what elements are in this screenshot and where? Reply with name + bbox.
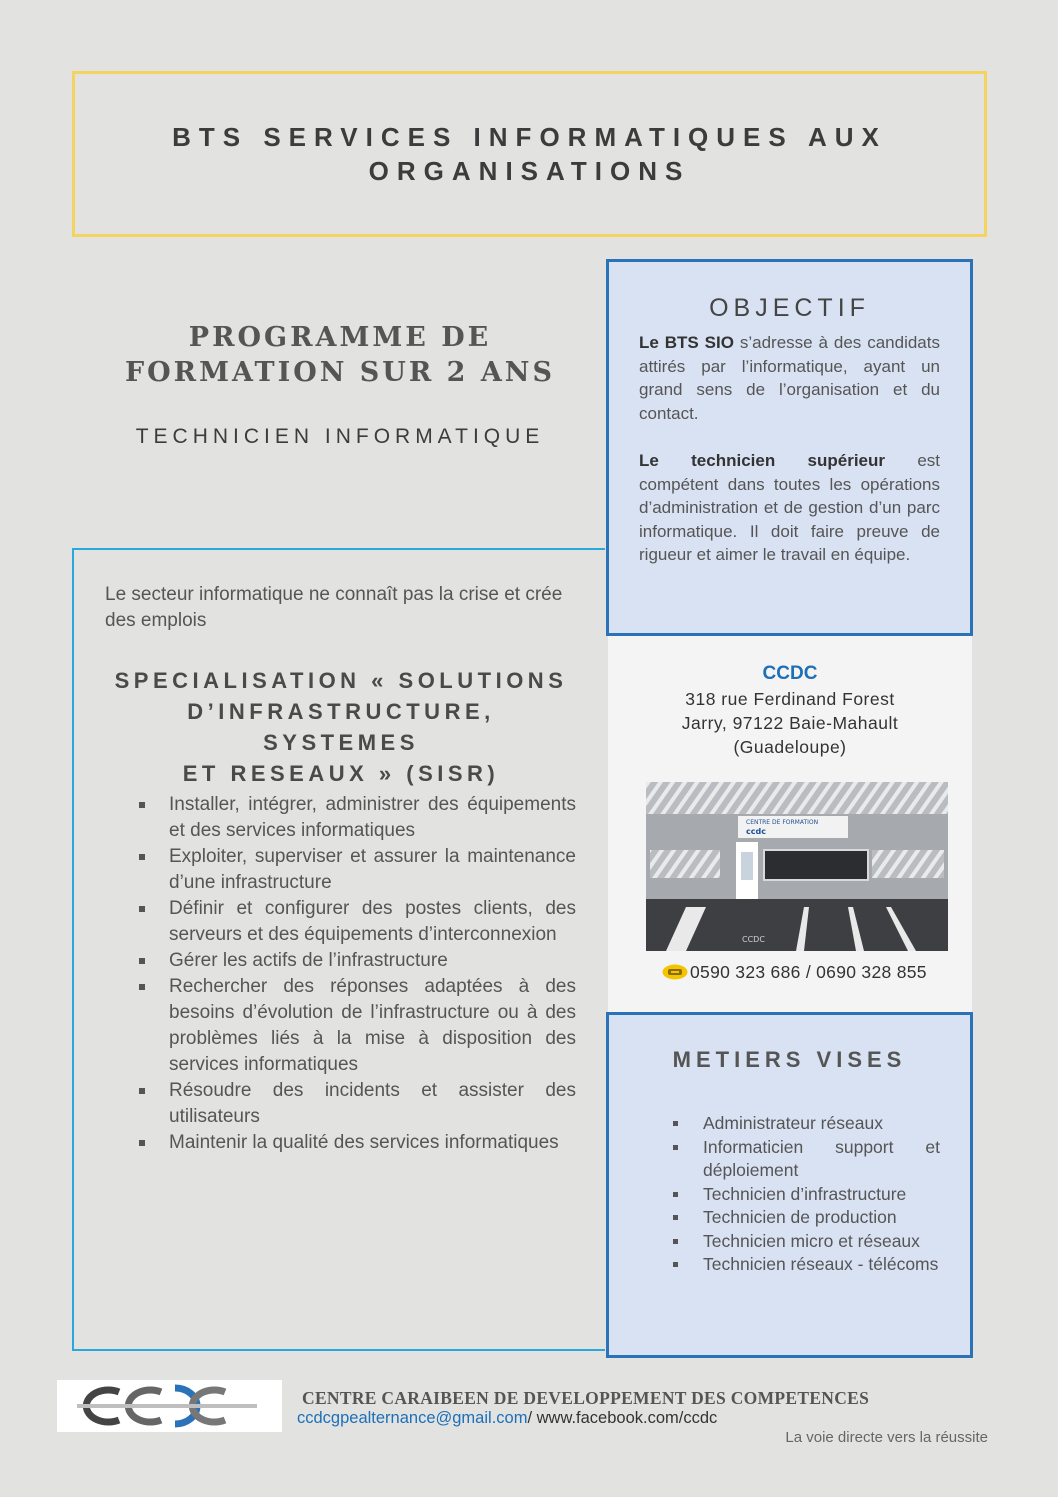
photo-sign-line1: CENTRE DE FORMATION	[746, 819, 819, 826]
photo-sign-line2: ccdc	[746, 827, 766, 836]
programme-heading	[110, 320, 570, 390]
list-item: Technicien d’infrastructure	[703, 1183, 940, 1207]
skills-list	[169, 792, 576, 1156]
intro-text: Le secteur informatique ne connaît pas la crise et crée des emplois	[105, 584, 563, 631]
list-item: Technicien de production	[703, 1206, 940, 1230]
objectif-paragraph-2	[639, 449, 940, 567]
contact-name: CCDC	[762, 663, 818, 684]
specialisation-line3: ET RESEAUX » (SISR)	[182, 761, 500, 786]
objectif-p1-text: s’adresse à des candidats attirés par l’informatique, ayant un grand sens de l’organisation et du contact.	[639, 333, 940, 423]
address-line1: 318 rue Ferdinand Forest	[685, 689, 895, 709]
building-image	[646, 782, 948, 951]
specialisation-line1: SPECIALISATION « SOLUTIONS	[114, 668, 568, 693]
facebook-link[interactable]: / www.facebook.com/ccdc	[527, 1409, 718, 1427]
list-item: Technicien micro et réseaux	[703, 1230, 940, 1254]
address-line3: (Guadeloupe)	[733, 737, 847, 757]
objectif-p1-bold: Le BTS SIO	[639, 333, 734, 352]
tagline: La voie directe vers la réussite	[785, 1429, 988, 1446]
address-line2: Jarry, 97122 Baie-Mahault	[681, 713, 899, 733]
list-item: Gérer les actifs de l’infrastructure	[169, 948, 576, 974]
list-item: Administrateur réseaux	[703, 1112, 940, 1136]
document-title-line2: ORGANISATIONS	[368, 156, 691, 186]
specialisation-line2: D’INFRASTRUCTURE, SYSTEMES	[187, 699, 495, 755]
specialisation-heading	[105, 665, 577, 789]
list-item: Résoudre des incidents et assister des utilisateurs	[169, 1078, 576, 1130]
phone-line	[662, 962, 962, 985]
list-item: Informaticien support et déploiement	[703, 1136, 940, 1183]
metiers-list	[703, 1112, 940, 1277]
email-link[interactable]: ccdcgpealternance@gmail.com	[297, 1409, 528, 1427]
footer-org-name: CENTRE CARAIBEEN DE DEVELOPPEMENT DES COMPETENCES	[302, 1388, 870, 1408]
programme-line2: FORMATION SUR 2 ANS	[124, 357, 555, 388]
building-photo	[646, 782, 948, 951]
list-item: Installer, intégrer, administrer des équipements et des services informatiques	[169, 792, 576, 844]
photo-ground-text: CCDC	[742, 935, 765, 944]
objectif-p2-bold: Le technicien supérieur	[639, 451, 886, 470]
title-box	[72, 71, 987, 237]
metiers-title: METIERS VISES	[672, 1047, 907, 1072]
ccdc-logo	[57, 1380, 282, 1432]
phone-numbers: 0590 323 686 / 0690 328 855	[690, 962, 927, 982]
telephone-icon	[662, 964, 688, 985]
list-item: Technicien réseaux - télécoms	[703, 1253, 940, 1277]
programme-line1: PROGRAMME DE	[188, 322, 492, 353]
list-item: Exploiter, superviser et assurer la maintenance d’une infrastructure	[169, 844, 576, 896]
objectif-paragraph-1	[639, 331, 940, 425]
programme-subtitle: TECHNICIEN INFORMATIQUE	[135, 425, 545, 448]
list-item: Définir et configurer des postes clients, des serveurs et des équipements d’interconnexion	[169, 896, 576, 948]
footer-links	[297, 1409, 947, 1428]
ccdc-logo-image	[57, 1380, 282, 1432]
document-title-line1: BTS SERVICES INFORMATIQUES AUX	[172, 122, 887, 152]
objectif-title: OBJECTIF	[709, 294, 870, 322]
objectif-p2-text: est compétent dans toutes les opérations d’administration et de gestion d’un parc informatique. Il doit faire preuve de rigueur et aimer le travail en équipe.	[639, 451, 940, 564]
list-item: Rechercher des réponses adaptées à des besoins d’évolution de l’infrastructure ou à des problèmes liés à la mise à disposition des services informatiques	[169, 974, 576, 1078]
list-item: Maintenir la qualité des services informatiques	[169, 1130, 576, 1156]
